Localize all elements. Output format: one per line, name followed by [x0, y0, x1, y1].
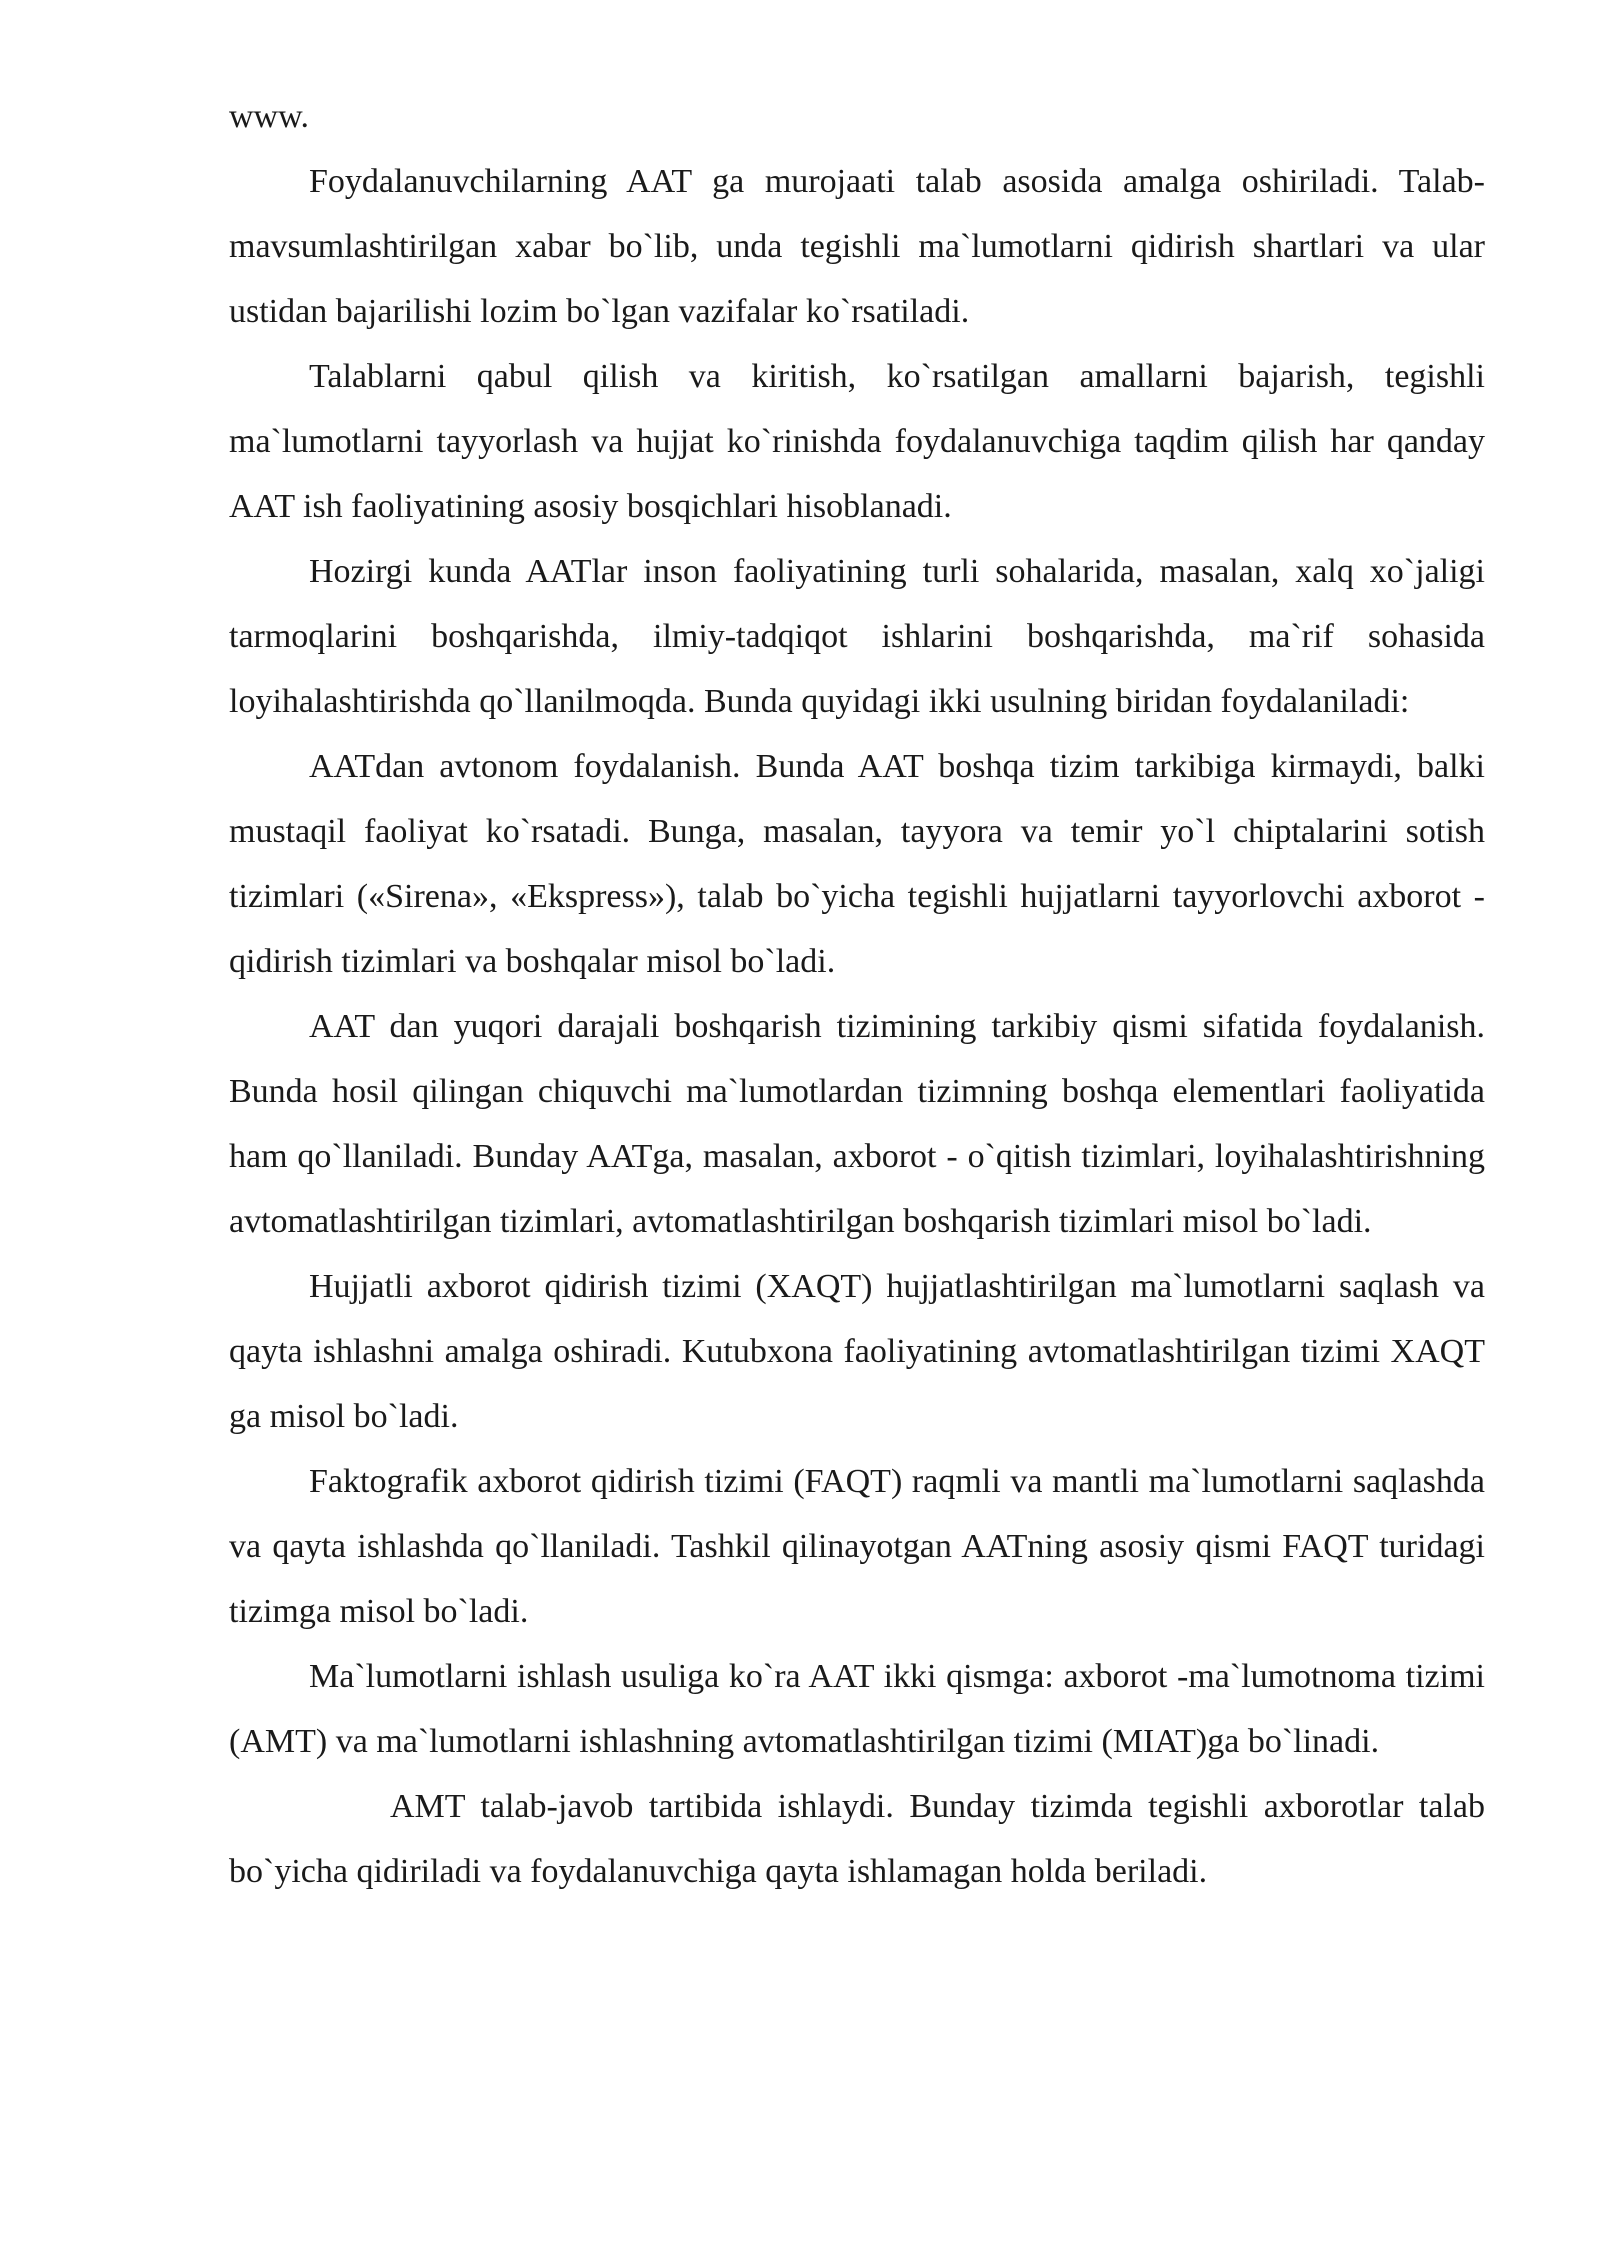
paragraph-classification: Ma`lumotlarni ishlash usuliga ko`ra AAT ikki qismga: axborot -ma`lumotnoma tizimi (AMT) va ma`lumotlarni ishlashning avtomatlashtirilgan tizimi (MIAT)ga bo`linadi.: [229, 1658, 1485, 1760]
paragraph-autonomous-use: AATdan avtonom foydalanish. Bunda AAT boshqa tizim tarkibiga kirmaydi, balki mustaqil faoliyat ko`rsatadi. Bunga, masalan, tayyora va temir yo`l chiptalarini sotish tizimlari («Sirena», «Ekspress»), talab bo`yicha tegishli hujjatlarni tayyorlovchi axborot - qidirish tizimlari va boshqalar misol bo`ladi.: [229, 748, 1485, 980]
document-page: [229, 84, 1485, 1904]
paragraph-application-areas: Hozirgi kunda AATlar inson faoliyatining turli sohalarida, masalan, xalq xo`jaligi tarmoqlarini boshqarishda, ilmiy-tadqiqot ishlarini boshqarishda, ma`rif sohasida loyihalashtirishda qo`llanilmoqda. Bunda quyidagi ikki usulning biridan foydalaniladi:: [229, 553, 1485, 720]
paragraph-amt: AMT talab-javob tartibida ishlaydi. Bunday tizimda tegishli axborotlar talab bo`yicha qidiriladi va foydalanuvchiga qayta ishlamagan holda beriladi.: [229, 1788, 1485, 1890]
paragraph-url-fragment: www.: [229, 98, 309, 135]
paragraph-faqt: Faktografik axborot qidirish tizimi (FAQT) raqmli va mantli ma`lumotlarni saqlashda va qayta ishlashda qo`llaniladi. Tashkil qilinayotgan AATning asosiy qismi FAQT turidagi tizimga misol bo`ladi.: [229, 1463, 1485, 1630]
paragraph-xaqt: Hujjatli axborot qidirish tizimi (XAQT) hujjatlashtirilgan ma`lumotlarni saqlash va qayta ishlashni amalga oshiradi. Kutubxona faoliyatining avtomatlashtirilgan tizimi XAQT ga misol bo`ladi.: [229, 1268, 1485, 1435]
paragraph-integrated-use: AAT dan yuqori darajali boshqarish tizimining tarkibiy qismi sifatida foydalanish. Bunda hosil qilingan chiquvchi ma`lumotlardan tizimning boshqa elementlari faoliyatida ham qo`llaniladi. Bunday AATga, masalan, axborot - o`qitish tizimlari, loyihalashtirishning avtomatlashtirilgan tizimlari, avtomatlashtirilgan boshqarish tizimlari misol bo`ladi.: [229, 1008, 1485, 1240]
paragraph-user-requests: Foydalanuvchilarning AAT ga murojaati talab asosida amalga oshiriladi. Talab-mavsumlashtirilgan xabar bo`lib, unda tegishli ma`lumotlarni qidirish shartlari va ular ustidan bajarilishi lozim bo`lgan vazifalar ko`rsatiladi.: [229, 163, 1485, 330]
paragraph-processing-stages: Talablarni qabul qilish va kiritish, ko`rsatilgan amallarni bajarish, tegishli ma`lumotlarni tayyorlash va hujjat ko`rinishda foydalanuvchiga taqdim qilish har qanday AAT ish faoliyatining asosiy bosqichlari hisoblanadi.: [229, 358, 1485, 525]
